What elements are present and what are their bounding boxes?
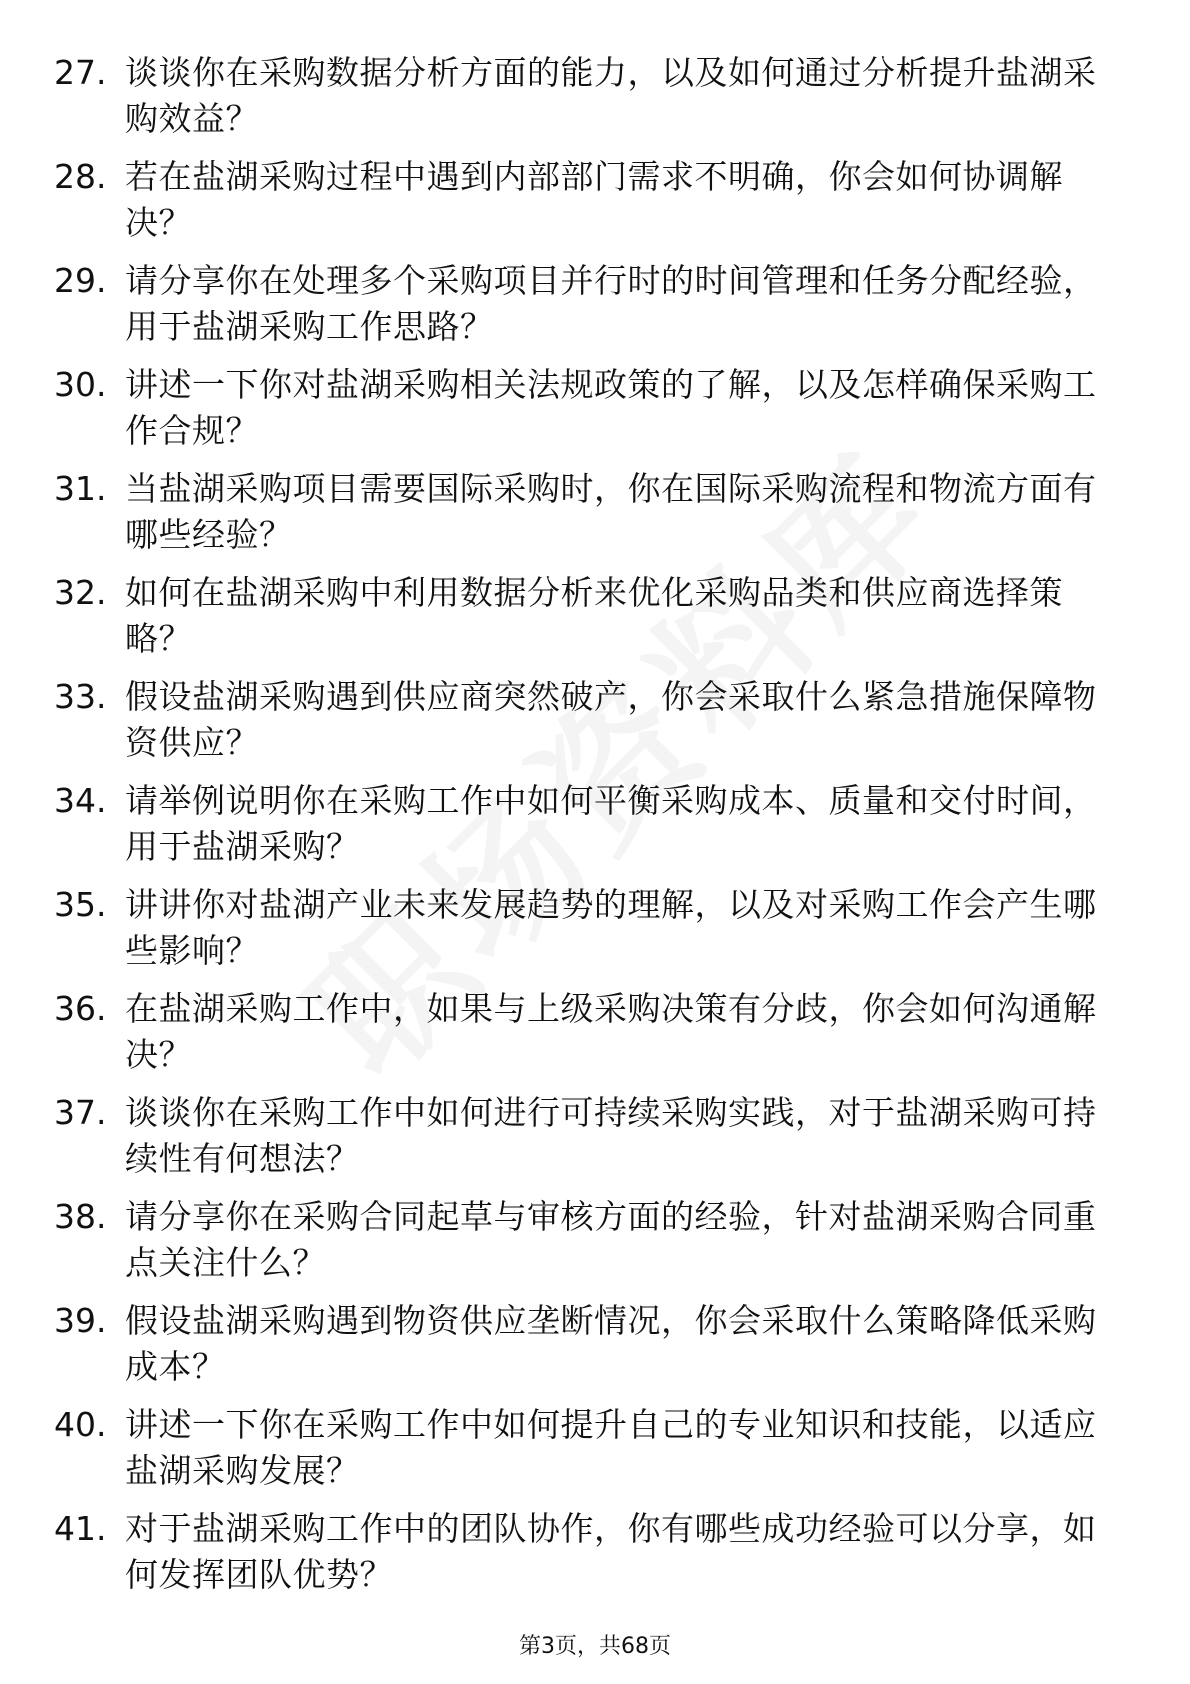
question-item	[0, 772, 1190, 876]
page-footer	[0, 1632, 1190, 1662]
question-number: 35.	[54, 885, 107, 924]
question-list	[0, 44, 1190, 1604]
question-text: 在盐湖采购工作中，如果与上级采购决策有分歧，你会如何沟通解决？	[125, 989, 1097, 1074]
question-item	[0, 980, 1190, 1084]
question-item	[0, 356, 1190, 460]
question-text: 若在盐湖采购过程中遇到内部部门需求不明确，你会如何协调解决？	[125, 157, 1063, 242]
question-text: 请分享你在处理多个采购项目并行时的时间管理和任务分配经验，用于盐湖采购工作思路？	[125, 261, 1097, 346]
question-item	[0, 460, 1190, 564]
question-text: 假设盐湖采购遇到供应商突然破产，你会采取什么紧急措施保障物资供应？	[125, 677, 1097, 762]
question-item	[0, 1292, 1190, 1396]
question-number: 30.	[54, 365, 107, 404]
question-number: 38.	[54, 1197, 107, 1236]
question-item	[0, 564, 1190, 668]
question-text: 请分享你在采购合同起草与审核方面的经验，针对盐湖采购合同重点关注什么？	[125, 1197, 1097, 1282]
question-text: 讲讲你对盐湖产业未来发展趋势的理解，以及对采购工作会产生哪些影响？	[125, 885, 1097, 970]
page-number-label: 第3页，共68页	[519, 1634, 671, 1659]
question-text: 请举例说明你在采购工作中如何平衡采购成本、质量和交付时间，用于盐湖采购？	[125, 781, 1097, 866]
question-text: 当盐湖采购项目需要国际采购时，你在国际采购流程和物流方面有哪些经验？	[125, 469, 1097, 554]
question-item	[0, 44, 1190, 148]
question-item	[0, 1188, 1190, 1292]
question-number: 28.	[54, 157, 107, 196]
question-item	[0, 148, 1190, 252]
question-number: 39.	[54, 1301, 107, 1340]
question-text: 假设盐湖采购遇到物资供应垄断情况，你会采取什么策略降低采购成本？	[125, 1301, 1097, 1386]
question-number: 32.	[54, 573, 107, 612]
question-text: 如何在盐湖采购中利用数据分析来优化采购品类和供应商选择策略？	[125, 573, 1063, 658]
question-number: 31.	[54, 469, 107, 508]
question-number: 33.	[54, 677, 107, 716]
question-number: 36.	[54, 989, 107, 1028]
question-item	[0, 668, 1190, 772]
question-text: 讲述一下你对盐湖采购相关法规政策的了解，以及怎样确保采购工作合规？	[125, 365, 1097, 450]
question-item	[0, 1500, 1190, 1604]
question-item	[0, 252, 1190, 356]
question-item	[0, 1396, 1190, 1500]
question-number: 40.	[54, 1405, 107, 1444]
question-text: 谈谈你在采购数据分析方面的能力，以及如何通过分析提升盐湖采购效益？	[125, 53, 1097, 138]
question-number: 37.	[54, 1093, 107, 1132]
question-number: 29.	[54, 261, 107, 300]
question-item	[0, 876, 1190, 980]
question-number: 41.	[54, 1509, 107, 1548]
question-item	[0, 1084, 1190, 1188]
question-text: 谈谈你在采购工作中如何进行可持续采购实践，对于盐湖采购可持续性有何想法？	[125, 1093, 1097, 1178]
question-text: 对于盐湖采购工作中的团队协作，你有哪些成功经验可以分享，如何发挥团队优势？	[125, 1509, 1097, 1594]
question-number: 34.	[54, 781, 107, 820]
question-text: 讲述一下你在采购工作中如何提升自己的专业知识和技能，以适应盐湖采购发展？	[125, 1405, 1097, 1490]
question-number: 27.	[54, 53, 107, 92]
